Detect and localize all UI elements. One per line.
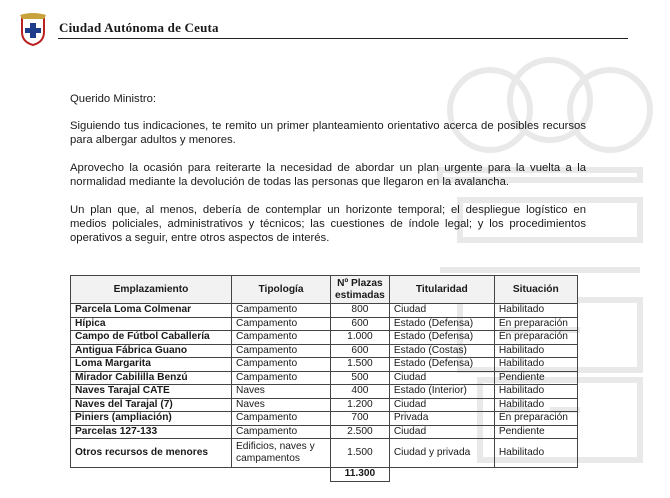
paragraph-3: Un plan que, al menos, debería de contemplar un horizonte temporal; el despliegue logístico en medios policiales, administrativos y técnicos; las cuestiones de índole legal; y los procedimientos operativos a seguir, entre otros aspectos de interés. — [70, 204, 586, 244]
cell-plazas: 1.500 — [331, 358, 390, 372]
col-header-emplazamiento: Emplazamiento — [71, 276, 232, 304]
cell-situacion: Pendiente — [494, 371, 577, 385]
cell-situacion: Habilitado — [494, 344, 577, 358]
cell-situacion: En preparación — [494, 412, 577, 426]
cell-plazas: 600 — [331, 344, 390, 358]
resources-table-container — [70, 275, 578, 482]
col-header-titularidad: Titularidad — [389, 276, 494, 304]
cell-situacion: En preparación — [494, 317, 577, 331]
cell-situacion: Habilitado — [494, 358, 577, 372]
cell-tipologia: Campamento — [232, 331, 331, 345]
cell-plazas: 1.000 — [331, 331, 390, 345]
cell-plazas: 800 — [331, 304, 390, 318]
paragraph-2: Aprovecho la ocasión para reiterarte la necesidad de abordar un plan urgente para la vuelta a la normalidad mediante la devolución de todas las personas que llegaron en la avalancha. — [70, 162, 586, 188]
header-rule — [58, 38, 628, 39]
cell-titularidad: Ciudad — [389, 425, 494, 439]
total-plazas: 11.300 — [331, 468, 390, 482]
cell-tipologia: Campamento — [232, 371, 331, 385]
cell-tipologia: Campamento — [232, 412, 331, 426]
cell-titularidad: Privada — [389, 412, 494, 426]
cell-titularidad: Ciudad — [389, 304, 494, 318]
cell-tipologia: Naves — [232, 385, 331, 399]
table-row — [71, 304, 578, 318]
cell-tipologia: Naves — [232, 398, 331, 412]
cell-titularidad: Ciudad — [389, 398, 494, 412]
cell-emplazamiento: Piniers (ampliación) — [71, 412, 232, 426]
institution-name: Ciudad Autónoma de Ceuta — [59, 20, 219, 35]
cell-emplazamiento: Otros recursos de menores — [71, 439, 232, 468]
cell-tipologia: Campamento — [232, 425, 331, 439]
cell-situacion: Habilitado — [494, 304, 577, 318]
cell-situacion: Pendiente — [494, 425, 577, 439]
cell-plazas: 500 — [331, 371, 390, 385]
cell-emplazamiento: Hípica — [71, 317, 232, 331]
table-row — [71, 439, 578, 468]
cell-plazas: 400 — [331, 385, 390, 399]
cell-plazas: 700 — [331, 412, 390, 426]
cell-tipologia: Campamento — [232, 358, 331, 372]
paragraph-1: Siguiendo tus indicaciones, te remito un primer planteamiento orientativo acerca de posibles recursos para albergar adultos y menores. — [70, 120, 586, 146]
letterhead — [18, 12, 618, 46]
cell-titularidad: Ciudad — [389, 371, 494, 385]
cell-tipologia: Edificios, naves y campamentos — [232, 439, 331, 468]
blank-cell — [389, 468, 494, 482]
table-row — [71, 331, 578, 345]
cell-plazas: 2.500 — [331, 425, 390, 439]
cell-situacion: Habilitado — [494, 385, 577, 399]
cell-titularidad: Estado (Interior) — [389, 385, 494, 399]
blank-cell — [71, 468, 232, 482]
cell-titularidad: Estado (Costas) — [389, 344, 494, 358]
col-header-tipologia: Tipología — [232, 276, 331, 304]
col-header-situacion: Situación — [494, 276, 577, 304]
table-row — [71, 358, 578, 372]
cell-titularidad: Ciudad y privada — [389, 439, 494, 468]
cell-plazas: 600 — [331, 317, 390, 331]
cell-emplazamiento: Antigua Fábrica Guano — [71, 344, 232, 358]
table-row — [71, 425, 578, 439]
blank-cell — [232, 468, 331, 482]
table-header-row — [71, 276, 578, 304]
cell-emplazamiento: Naves del Tarajal (7) — [71, 398, 232, 412]
table-row — [71, 398, 578, 412]
table-row — [71, 412, 578, 426]
cell-emplazamiento: Parcela Loma Colmenar — [71, 304, 232, 318]
letter-body — [70, 92, 586, 259]
table-total-row — [71, 468, 578, 482]
resources-table — [70, 275, 578, 482]
col-header-plazas: Nº Plazas estimadas — [331, 276, 390, 304]
cell-tipologia: Campamento — [232, 304, 331, 318]
cell-emplazamiento: Campo de Fútbol Caballería — [71, 331, 232, 345]
cell-titularidad: Estado (Defensa) — [389, 358, 494, 372]
table-row — [71, 344, 578, 358]
cell-emplazamiento: Mirador Cabililla Benzú — [71, 371, 232, 385]
table-row — [71, 385, 578, 399]
cell-situacion: En preparación — [494, 331, 577, 345]
table-row — [71, 317, 578, 331]
cell-plazas: 1.200 — [331, 398, 390, 412]
cell-plazas: 1.500 — [331, 439, 390, 468]
cell-emplazamiento: Loma Margarita — [71, 358, 232, 372]
cell-titularidad: Estado (Defensa) — [389, 317, 494, 331]
table-row — [71, 371, 578, 385]
cell-situacion: Habilitado — [494, 439, 577, 468]
blank-cell — [494, 468, 577, 482]
cell-emplazamiento: Parcelas 127-133 — [71, 425, 232, 439]
cell-tipologia: Campamento — [232, 317, 331, 331]
cell-emplazamiento: Naves Tarajal CATE — [71, 385, 232, 399]
cell-tipologia: Campamento — [232, 344, 331, 358]
cell-titularidad: Estado (Defensa) — [389, 331, 494, 345]
salutation: Querido Ministro: — [70, 93, 157, 105]
ceuta-coat-of-arms-icon — [18, 12, 48, 46]
cell-situacion: Habilitado — [494, 398, 577, 412]
